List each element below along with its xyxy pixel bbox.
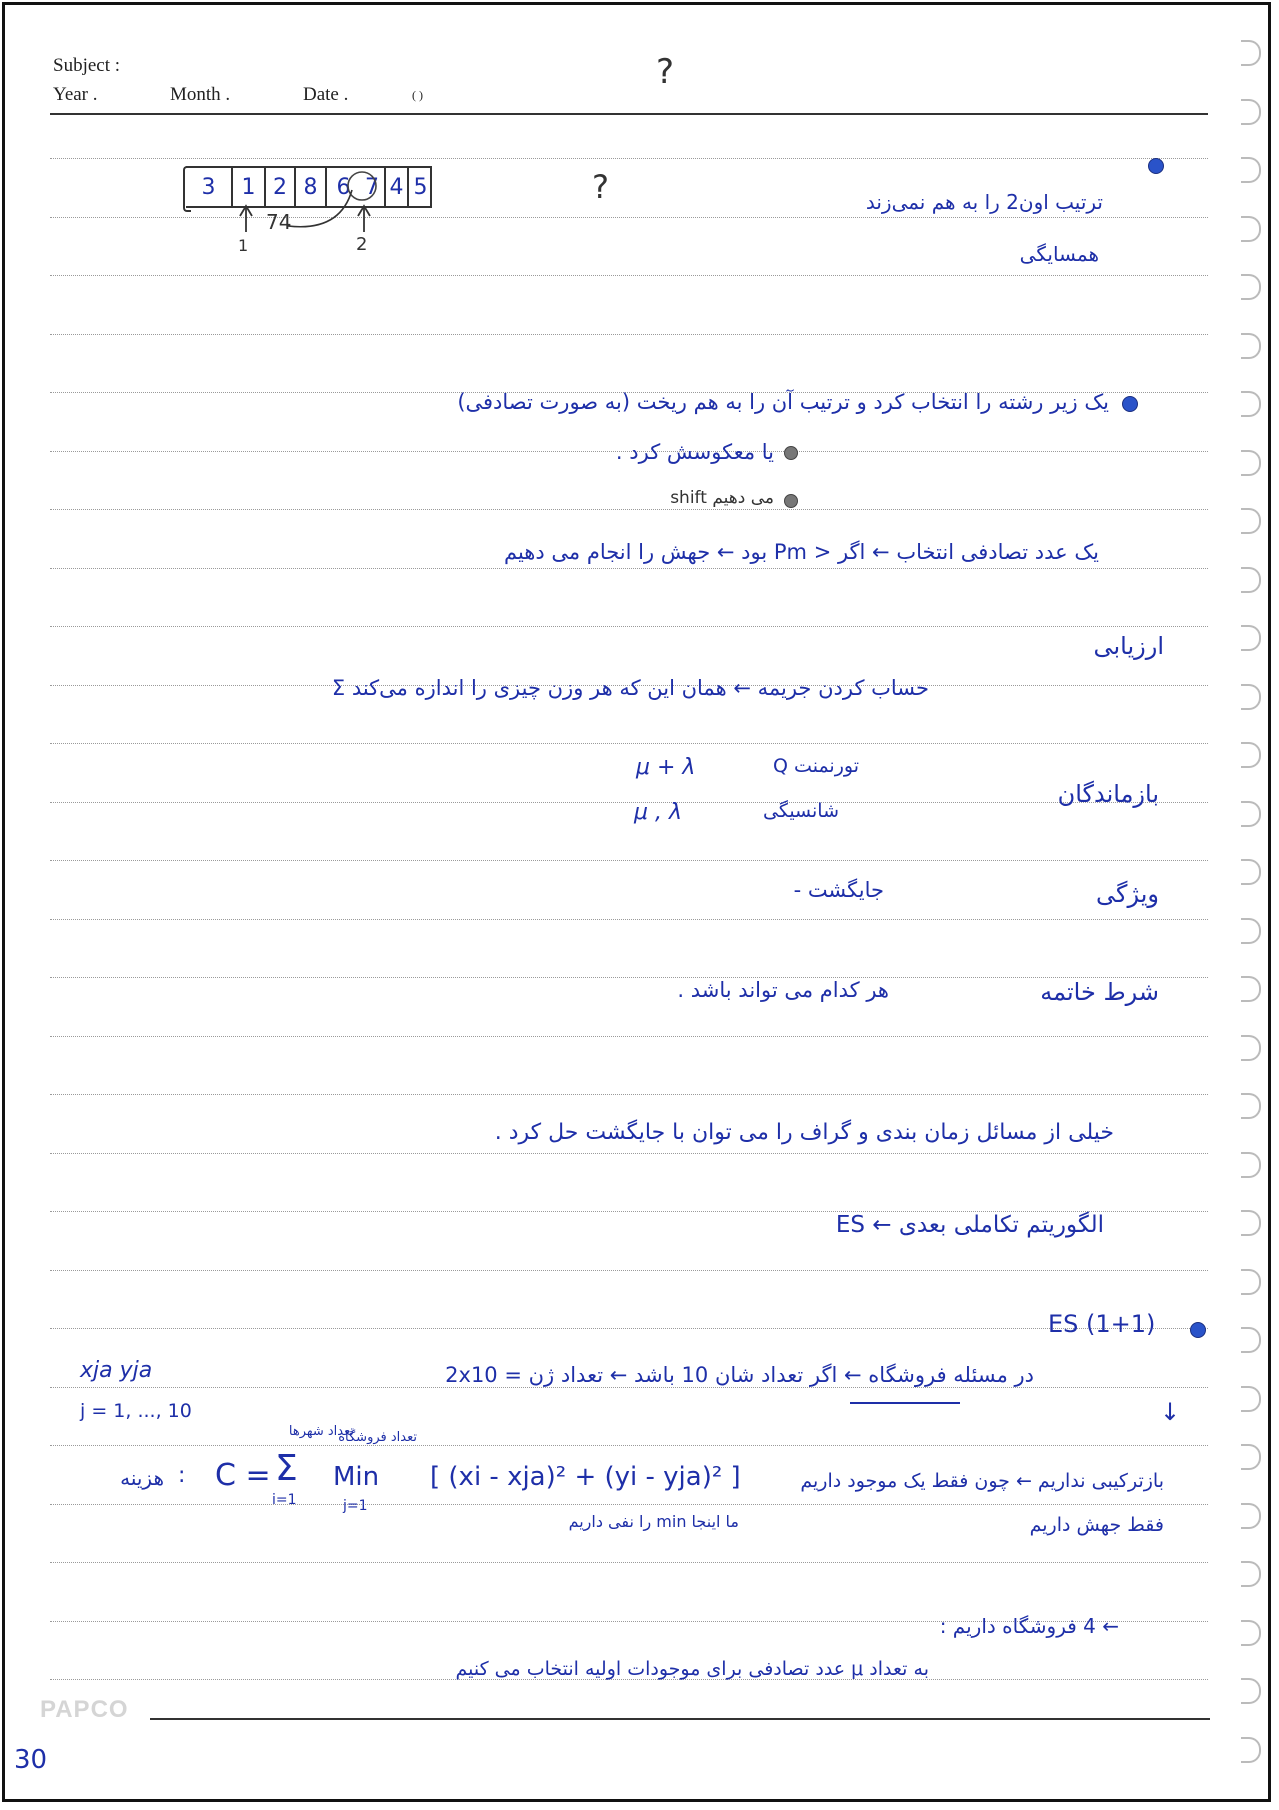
header-question-mark: ?	[656, 52, 675, 92]
stop-detail: هر کدام می تواند باشد .	[677, 978, 889, 1002]
bullet-icon	[1122, 396, 1138, 412]
footer-rule	[150, 1718, 1210, 1720]
array-cell: 1	[231, 168, 264, 208]
eval-label: ارزیابی	[1093, 632, 1164, 660]
date-label: Date .	[303, 84, 349, 105]
store-underline	[850, 1402, 960, 1404]
feature-detail: جایگشت -	[793, 878, 884, 902]
note-shift: shift می دهیم	[670, 488, 774, 508]
swap-label: 74	[266, 210, 292, 234]
mutation-only-note: فقط جهش داریم	[1029, 1514, 1164, 1536]
j-range: j = 1, ..., 10	[80, 1400, 192, 1422]
min-over: تعداد فروشگاه	[338, 1430, 417, 1445]
min-note: ما اینجا min را نفی داریم	[568, 1512, 739, 1531]
array-cell: 4	[384, 168, 407, 208]
es-note: الگوریتم تکاملی بعدی ← ES	[835, 1212, 1104, 1238]
note-scramble-substring: یک زیر رشته را انتخاب کرد و ترتیب آن را به هم ریخت (به صورت تصادفی)	[457, 390, 1109, 414]
date-parens: ( )	[412, 88, 423, 102]
min-word: Min	[333, 1462, 380, 1492]
cost-formula-left: C =	[215, 1458, 271, 1493]
cost-word: هزینه	[120, 1466, 164, 1490]
graph-scheduling-note: خیلی از مسائل زمان بندی و گراف را می توان با جایگشت حل کرد .	[494, 1120, 1114, 1145]
arrow-label-right: 2	[356, 234, 368, 255]
note-neighborhood: همسایگی	[1019, 242, 1099, 266]
survivors-tournament: تورنمنت Q	[773, 755, 859, 777]
array-cell: 2	[264, 168, 294, 208]
array-question-mark: ?	[592, 168, 609, 206]
store-problem-line: در مسئله فروشگاه ← اگر تعداد شان 10 باشد ← تعداد ژن = 2x10	[445, 1363, 1034, 1387]
bullet-icon	[784, 446, 798, 460]
down-arrow-mark: ↓	[1160, 1398, 1181, 1426]
subject-label: Subject :	[53, 55, 121, 76]
stop-label: شرط خاتمه	[1040, 978, 1159, 1006]
papco-logo: PAPCO	[40, 1696, 129, 1723]
four-stores-note: ← 4 فروشگاه داریم :	[939, 1614, 1119, 1638]
arrow-label-left: 1	[238, 236, 249, 255]
array-cell: 7	[365, 175, 379, 200]
feature-label: ویژگی	[1096, 880, 1159, 908]
bullet-icon	[784, 494, 798, 508]
sum-over: تعداد شهرها	[288, 1424, 354, 1439]
survivors-math-plus: μ + λ	[636, 755, 696, 780]
min-lower: j=1	[343, 1498, 368, 1514]
initialization-note: به تعداد μ عدد تصادفی برای موجودات اولیه انتخاب می کنیم	[455, 1658, 929, 1680]
note-reverse: یا معکوسش کرد .	[615, 440, 774, 464]
array-cell: 8	[294, 168, 325, 208]
survivors-math-comma: μ , λ	[634, 800, 682, 825]
survivors-chance: شانسیگی	[762, 800, 839, 822]
bullet-icon	[1148, 158, 1164, 174]
es-one-plus-one: ES (1+1)	[1048, 1310, 1156, 1338]
eval-detail: حساب کردن جریمه ← همان این که هر وزن چیزی را اندازه می‌کند Σ	[331, 676, 929, 700]
cost-formula-right: [ (xi - xja)² + (yi - yja)² ]	[430, 1462, 741, 1492]
sum-lower: i=1	[272, 1492, 297, 1508]
page-number: 30	[14, 1745, 48, 1775]
store-vars: xja yja	[80, 1358, 153, 1383]
note-order-neighbors: ترتیب اون2 را به هم نمی‌زند	[865, 190, 1103, 214]
bullet-icon	[1190, 1322, 1206, 1338]
array-cell: 5	[407, 168, 432, 208]
month-label: Month .	[170, 84, 231, 105]
survivors-label: بازماندگان	[1057, 780, 1159, 808]
year-label: Year .	[53, 84, 98, 105]
array-cell: 3	[201, 175, 216, 200]
sum-symbol: Σ	[275, 1448, 298, 1489]
colon-mark: :	[178, 1463, 186, 1488]
note-mutation-probability: یک عدد تصادفی انتخاب ← اگر < Pm بود ← جهش را انجام می دهیم	[503, 540, 1099, 564]
no-recombination-note: بازترکیبی نداریم ← چون فقط یک موجود داریم	[800, 1470, 1164, 1492]
array-cell: 6	[325, 168, 360, 208]
